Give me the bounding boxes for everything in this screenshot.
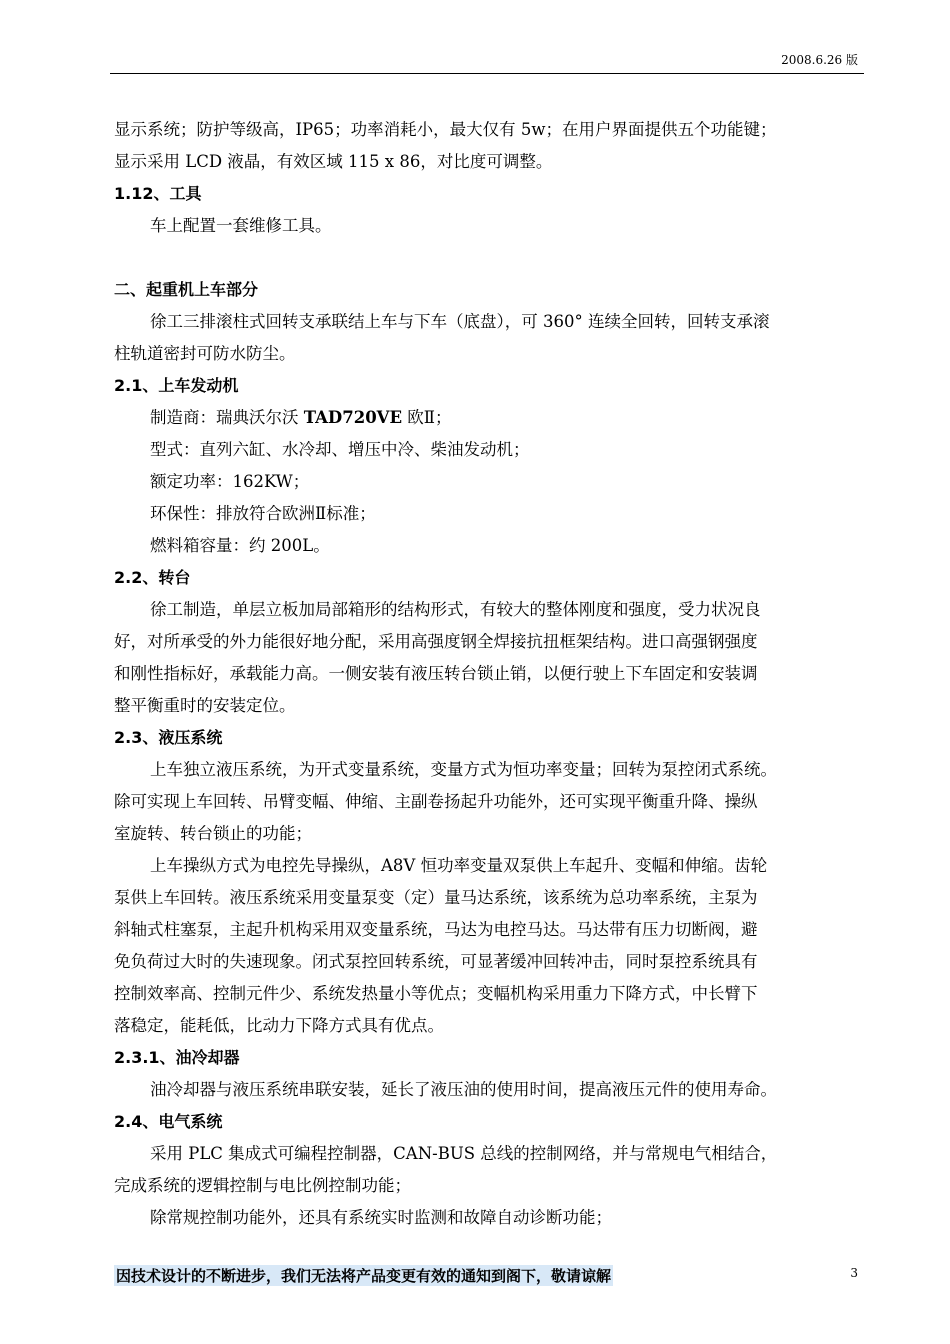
paragraph-line: 额定功率：162KW； (150, 472, 310, 491)
paragraph-line: 车上配置一套维修工具。 (150, 216, 332, 235)
engine-model: TAD720VE (303, 408, 403, 427)
footer-notice: 因技术设计的不断进步，我们无法将产品变更有效的通知到阁下，敬请谅解 (116, 1267, 612, 1285)
paragraph-line: 斜轴式柱塞泵，主起升机构采用双变量系统，马达为电控马达。马达带有压力切断阀，避 (114, 920, 758, 939)
section-heading-2-3-1: 2.3.1、油冷却器 (114, 1048, 240, 1067)
paragraph-line: 上车独立液压系统，为开式变量系统，变量方式为恒功率变量；回转为泵控闭式系统。 (150, 760, 777, 779)
paragraph-line: 燃料箱容量：约 200L。 (150, 536, 330, 555)
engine-manufacturer-label: 制造商：瑞典沃尔沃 (150, 408, 304, 427)
section-heading-2-3: 2.3、液压系统 (114, 728, 223, 747)
paragraph-line: 整平衡重时的安装定位。 (114, 696, 296, 715)
paragraph-line: 采用 PLC 集成式可编程控制器，CAN-BUS 总线的控制网络，并与常规电气相结合， (150, 1144, 778, 1163)
section-heading-2-1: 2.1、上车发动机 (114, 376, 239, 395)
header-version: 2008.6.26 版 (781, 53, 858, 67)
paragraph-line: 显示系统；防护等级高，IP65；功率消耗小，最大仅有 5w；在用户界面提供五个功能键； (114, 120, 777, 139)
paragraph-line: 好，对所承受的外力能很好地分配，采用高强度钢全焊接抗扭框架结构。进口高强钢强度 (114, 632, 758, 651)
header-rule (110, 73, 864, 74)
section-heading-2-4: 2.4、电气系统 (114, 1112, 223, 1131)
paragraph-line: 泵供上车回转。液压系统采用变量泵变（定）量马达系统，该系统为总功率系统，主泵为 (114, 888, 758, 907)
section-heading-2-2: 2.2、转台 (114, 568, 191, 587)
paragraph-line: 完成系统的逻辑控制与电比例控制功能； (114, 1176, 411, 1195)
paragraph-line: 控制效率高、控制元件少、系统发热量小等优点；变幅机构采用重力下降方式，中长臂下 (114, 984, 758, 1003)
paragraph-line: 室旋转、转台锁止的功能； (114, 824, 312, 843)
paragraph-line: 和刚性指标好，承载能力高。一侧安装有液压转台锁止销，以便行驶上下车固定和安装调 (114, 664, 758, 683)
paragraph-line: 落稳定，能耗低，比动力下降方式具有优点。 (114, 1016, 444, 1035)
document-body (114, 114, 860, 1234)
paragraph-line: 显示采用 LCD 液晶，有效区域 115 x 86，对比度可调整。 (114, 152, 553, 171)
paragraph-line: 上车操纵方式为电控先导操纵，A8V 恒功率变量双泵供上车起升、变幅和伸缩。齿轮 (150, 856, 768, 875)
engine-manufacturer-line (114, 402, 860, 434)
page-number: 3 (850, 1266, 858, 1280)
section-heading-2: 二、起重机上车部分 (114, 280, 259, 299)
section-heading-1-12: 1.12、工具 (114, 184, 202, 203)
paragraph-line: 除常规控制功能外，还具有系统实时监测和故障自动诊断功能； (150, 1208, 612, 1227)
paragraph-line: 除可实现上车回转、吊臂变幅、伸缩、主副卷扬起升功能外，还可实现平衡重升降、操纵 (114, 792, 758, 811)
paragraph-line: 环保性：排放符合欧洲Ⅱ标准； (150, 504, 376, 523)
paragraph-line: 徐工制造，单层立板加局部箱形的结构形式，有较大的整体刚度和强度，受力状况良 (150, 600, 761, 619)
engine-model-suffix: 欧Ⅱ； (402, 408, 452, 427)
blank-line (114, 242, 860, 274)
paragraph-line: 徐工三排滚柱式回转支承联结上车与下车（底盘），可 360° 连续全回转，回转支承滚 (150, 312, 770, 331)
paragraph-line: 型式：直列六缸、水冷却、增压中冷、柴油发动机； (150, 440, 530, 459)
paragraph-line: 柱轨道密封可防水防尘。 (114, 344, 296, 363)
paragraph-line: 免负荷过大时的失速现象。闭式泵控回转系统，可显著缓冲回转冲击，同时泵控系统具有 (114, 952, 758, 971)
paragraph-line: 油冷却器与液压系统串联安装，延长了液压油的使用时间，提高液压元件的使用寿命。 (150, 1080, 777, 1099)
